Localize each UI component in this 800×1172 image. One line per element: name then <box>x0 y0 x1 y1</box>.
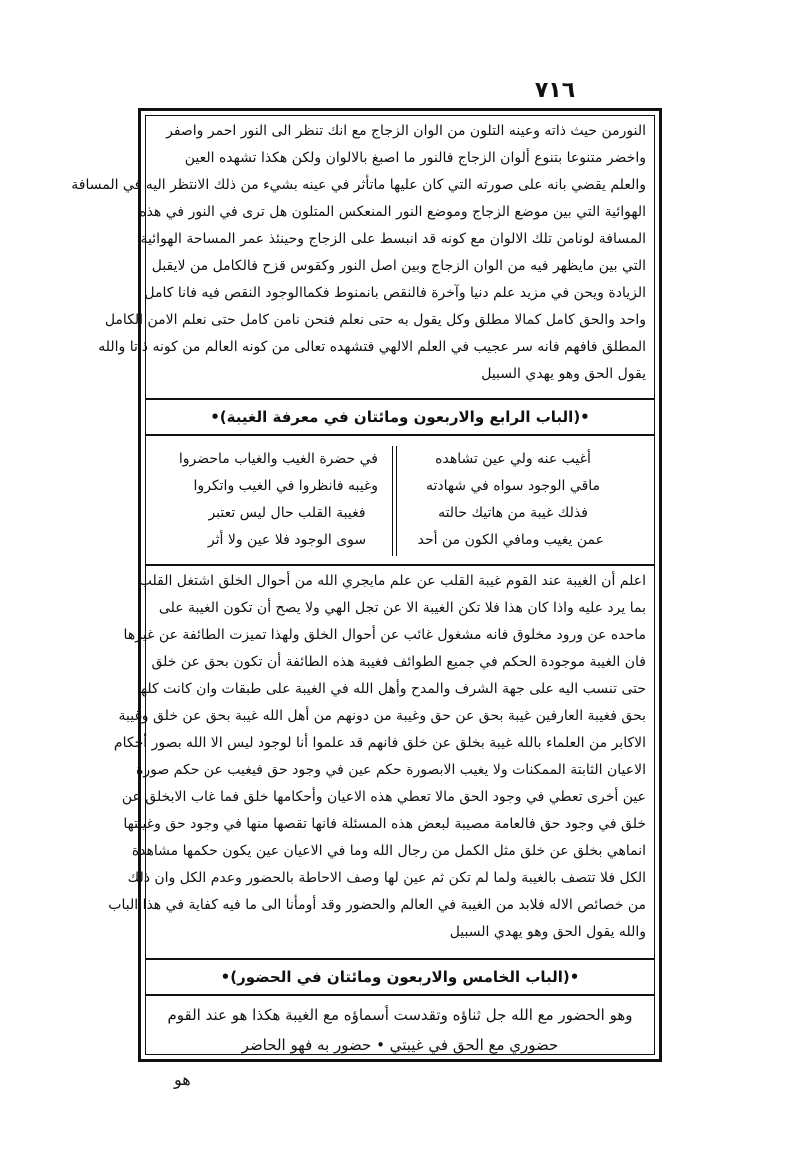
text-line: فان الغيبة موجودة الحكم في جميع الطوائف فغيبة هذه الطائفة أن تكون بحق عن خلق <box>151 654 646 670</box>
chapter-245-heading: •(الباب الخامس والاربعون ومائتان في الحضور)• <box>220 968 580 986</box>
poem-right-column <box>417 446 604 556</box>
text-line: واحد والحق كامل كمالا مطلق وكل يقول به حتى نعلم فنحن نامن كامل حتى نعلم الامن الكامل <box>104 312 646 328</box>
page-frame-inner <box>71 115 655 1055</box>
poem-verse: في حضرة الغيب والغياب ماحضروا <box>178 451 378 467</box>
poem-divider <box>396 446 397 556</box>
text-line: الاكابر من العلماء بالله غيبة بخلق عن خلق فانهم قد علموا أنا لوجود ليس الا الله بصور أحكام <box>113 735 646 751</box>
signature-mark: هو <box>174 1070 191 1089</box>
text-line: خلق في وجود حق فالعامة مصيبة لبعض هذه المسئلة فانها تقصها منها في وجود حق وغيبتها <box>123 816 646 832</box>
text-line: انماهي بخلق عن خلق مثل الكمل من رجال الله وما في الاعيان عين يكون حكمها مشاهدة <box>131 843 646 859</box>
divider <box>146 398 654 400</box>
text-line: الاعيان الثابتة الممكنات ولا يغيب الابصورة حكم عين في وجود حق فيغيب عن حكم صورة <box>135 762 646 778</box>
opening-paragraph <box>71 118 646 388</box>
divider <box>146 958 654 960</box>
text-line: بحق فغيبة العارفين غيبة بحق عن حق وغيبة من دونهم من أهل الله غيبة بحق عن خلق وغيبة <box>118 708 646 724</box>
poem-divider <box>392 446 393 556</box>
text-line: يقول الحق وهو يهدي السبيل <box>481 366 646 382</box>
text-line: حضوري مع الحق في غيبتي • حضور به فهو الحاضر <box>241 1036 559 1054</box>
poem-left-column <box>178 446 378 556</box>
divider <box>146 564 654 566</box>
closing-paragraph <box>154 1000 646 1060</box>
page-number: ٧١٦ <box>534 78 576 103</box>
text-line: والله يقول الحق وهو يهدي السبيل <box>449 924 646 940</box>
poem-verse: أغيب عنه ولي عين تشاهده <box>435 451 591 467</box>
text-line: وهو الحضور مع الله جل ثناؤه وتقدست أسماؤه مع الغيبة هكذا هو عند القوم <box>167 1006 633 1024</box>
divider <box>146 994 654 996</box>
poem-verse: ماقي الوجود سواه في شهادته <box>425 478 601 494</box>
text-line: من خصائص الاله فلابد من الغيبة في العالم والحضور وقد أومأنا الى ما فيه كفاية في هذا الباب <box>108 897 646 913</box>
text-line: المطلق فافهم فانه سر عجيب في العلم الالهي فتشهده تعالى من كونه العالم من كونه ذاتا والله <box>98 339 646 355</box>
text-line: والعلم يقضي بانه على صورته التي كان عليها ماتأثر في عينه بشيء من ذلك الانتظر اليه في المسافة <box>71 177 646 193</box>
text-line: التي بين مايظهر فيه من الوان الزجاج وبين اصل النور وكقوس قزح فالكامل من لايقبل <box>151 258 646 274</box>
poem-verse: فذلك غيبة من هاتيك حالته <box>438 505 588 521</box>
page-frame <box>71 108 662 1062</box>
text-line: الكل فلا تتصف بالغيبة ولما لم تكن ثم عين لها وصف الاحاطة بالحضور وعدم الكل وان ذلك <box>127 870 646 886</box>
text-line: اعلم أن الغيبة عند القوم غيبة القلب عن علم مايجري الله من أحوال الخلق اشتغل القلب <box>138 573 646 589</box>
main-paragraph <box>108 568 646 946</box>
text-line: الهوائية التي بين موضع الزجاج وموضع النور المنعكس المتلون هل ترى في النور في هذه <box>139 204 646 220</box>
text-line: واخضر متنوعا بتنوع ألوان الزجاج فالنور ما اصبغ بالالوان ولكن هكذا تشهده العين <box>184 150 646 166</box>
text-line: ماحده عن ورود مخلوق فانه مشغول غائب عن أحوال الخلق ولهذا تميزت الطائفة عن غيرها <box>123 627 646 643</box>
text-line: عين أخرى تعطي في وجود الحق مالا تعطي هذه الاعيان وأحكامها خلق فما غاب الابخلق عن <box>121 789 646 805</box>
poem-verse: فغيبة القلب حال ليس تعتبر <box>208 505 366 521</box>
poem-verse: عمن يغيب ومافي الكون من أحد <box>417 532 604 548</box>
poem-verse: سوى الوجود فلا عين ولا أثر <box>207 532 367 548</box>
text-line: النورمن حيث ذاته وعينه التلون من الوان الزجاج مع انك تنظر الى النور احمر واصفر <box>166 123 646 139</box>
text-line: المسافة لونامن تلك الالوان مع كونه قد انبسط على الزجاج وحينئذ عمر المساحة الهوائية <box>140 231 646 247</box>
chapter-244-heading: •(الباب الرابع والاربعون ومائتان في معرفة الغيبة)• <box>210 408 590 426</box>
poem-block <box>178 446 604 556</box>
text-line: حتى تنسب اليه على جهة الشرف والمدح وأهل الله في الغيبة على طبقات وان كانت كلها <box>136 681 646 697</box>
text-line: بما يرد عليه واذا كان هذا فلا تكن الغيبة الا عن تجل الهي ولا يصح أن تكون الغيبة على <box>158 600 646 616</box>
text-line: الزيادة ويحن في مزيد علم دنيا وآخرة فالنقص بانمنوط فكماالوجود النقص فيه فانا كامل <box>144 285 646 301</box>
poem-verse: وغيبه فانظروا في الغيب واتكروا <box>193 478 378 494</box>
divider <box>146 434 654 436</box>
